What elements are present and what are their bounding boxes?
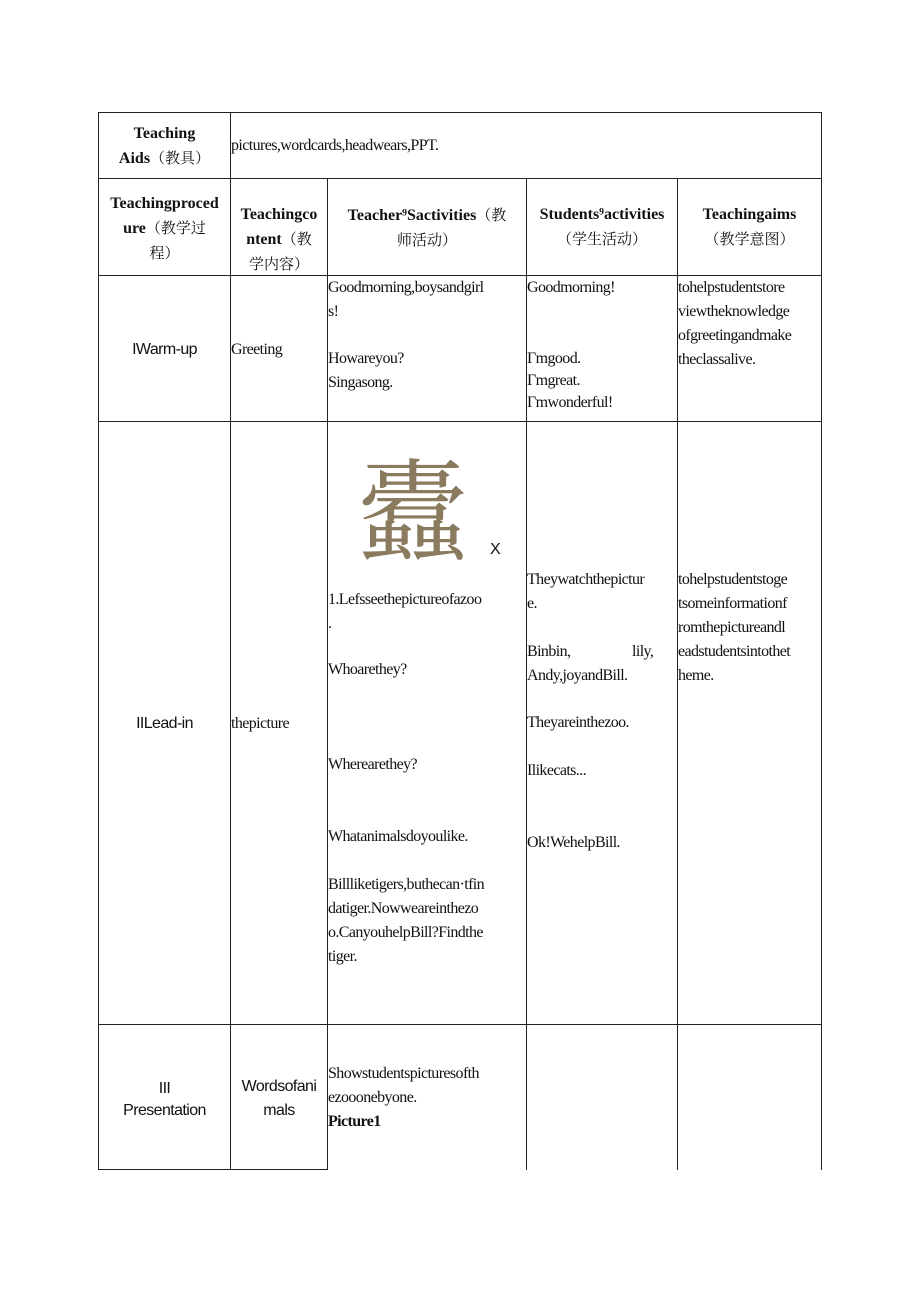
students-line: Theywatchthepictur (527, 571, 645, 588)
header-row (98, 178, 822, 275)
teacher-line: Wherearethey? (328, 756, 418, 773)
teacher-line: Whatanimalsdoyoulike. (328, 828, 468, 845)
header-aims: Teachingaims （教学意图） (677, 178, 822, 275)
teacher-line: o.CanyouhelpBill?Findthe (328, 924, 483, 941)
teacher-line: Billliketigers,buthecan·tfin (328, 876, 485, 893)
picture-mark: X (490, 541, 501, 558)
students-line: Γmgood. (527, 350, 581, 367)
students-line: Theyareinthezoo. (527, 714, 629, 731)
presentation-stage-2: Presentation (123, 1102, 206, 1119)
teacher-line: Showstudentspicturesofth (328, 1065, 479, 1082)
warmup-teacher-cell (327, 275, 526, 421)
students-line: Ok!WehelpBill. (527, 834, 620, 851)
students-line: Binbin, (527, 643, 571, 660)
presentation-row (98, 1024, 822, 1170)
aims-line: tsomeinformationf (678, 595, 787, 612)
teacher-line: ezooonebyone. (328, 1089, 417, 1106)
presentation-stage-cell (98, 1024, 230, 1170)
aids-value: pictures,wordcards,headwears,PPT. (231, 137, 439, 154)
aids-value-cell (230, 112, 822, 178)
zoo-picture-image: 蠹 (358, 449, 468, 577)
aims-line: ofgreetingandmake (678, 327, 792, 344)
aims-line: romthepictureandl (678, 619, 786, 636)
aids-row (98, 112, 822, 178)
teacher-line: 1.Lefsseethepictureofazoo (328, 591, 482, 608)
warmup-content-cell (230, 275, 327, 421)
presentation-stage: III (158, 1080, 171, 1097)
teacher-line: datiger.Nowweareinthezo (328, 900, 479, 917)
teacher-line: Picture1 (328, 1113, 381, 1130)
aims-line: tohelpstudentstoge (678, 571, 788, 588)
leadin-content: thepicture (231, 715, 289, 732)
students-line: Andy,joyandBill. (527, 667, 628, 684)
warmup-students-cell (526, 275, 677, 421)
students-line: Γmgreat. (527, 372, 580, 389)
aids-label: Teaching Aids（教具） (118, 125, 211, 167)
students-line: e. (527, 595, 537, 612)
aims-line: eadstudentsintothet (678, 643, 791, 660)
aims-line: theclassalive. (678, 351, 756, 368)
leadin-students-cell (526, 421, 677, 1024)
leadin-stage: IILead-in (136, 715, 193, 732)
header-teacher: Teacher⁹Sactivities（教 师活动） (327, 178, 526, 275)
aims-line: heme. (678, 667, 714, 684)
presentation-content: Wordsofani (241, 1078, 317, 1095)
teacher-line: Howareyou? (328, 350, 404, 367)
warmup-aims-cell (677, 275, 822, 421)
aids-label-cell (98, 112, 230, 178)
warmup-stage: IWarm-up (132, 341, 197, 358)
presentation-content-cell (230, 1024, 327, 1170)
leadin-teacher-cell (327, 421, 526, 1024)
leadin-stage-cell (98, 421, 230, 1024)
header-procedure: Teachingproced ure（教学过 程） (98, 178, 230, 275)
warmup-row (98, 275, 822, 421)
teacher-line: Singasong. (328, 374, 393, 391)
students-line: Ilikecats... (527, 762, 586, 779)
aims-line: tohelpstudentstore (678, 279, 785, 296)
presentation-aims-cell (677, 1024, 822, 1170)
warmup-content: Greeting (231, 341, 283, 358)
students-line: Γmwonderful! (527, 394, 613, 411)
teacher-line: Goodmorning,boysandgirl (328, 279, 484, 296)
header-content: Teachingco ntent（教 学内容） (230, 178, 327, 275)
presentation-students-cell (526, 1024, 677, 1170)
leadin-row (98, 421, 822, 1024)
students-line: lily, (632, 643, 654, 660)
presentation-teacher-cell (327, 1024, 526, 1170)
warmup-stage-cell (98, 275, 230, 421)
header-students: Students⁹activities （学生活动） (526, 178, 677, 275)
teacher-line: Whoarethey? (328, 661, 407, 678)
leadin-aims-cell (677, 421, 822, 1024)
aims-line: viewtheknowledge (678, 303, 790, 320)
teacher-line: . (328, 615, 332, 632)
leadin-content-cell (230, 421, 327, 1024)
students-line: Goodmorning! (527, 279, 615, 296)
teacher-line: tiger. (328, 948, 357, 965)
teacher-line: s! (328, 303, 339, 320)
presentation-content-2: mals (263, 1102, 295, 1119)
